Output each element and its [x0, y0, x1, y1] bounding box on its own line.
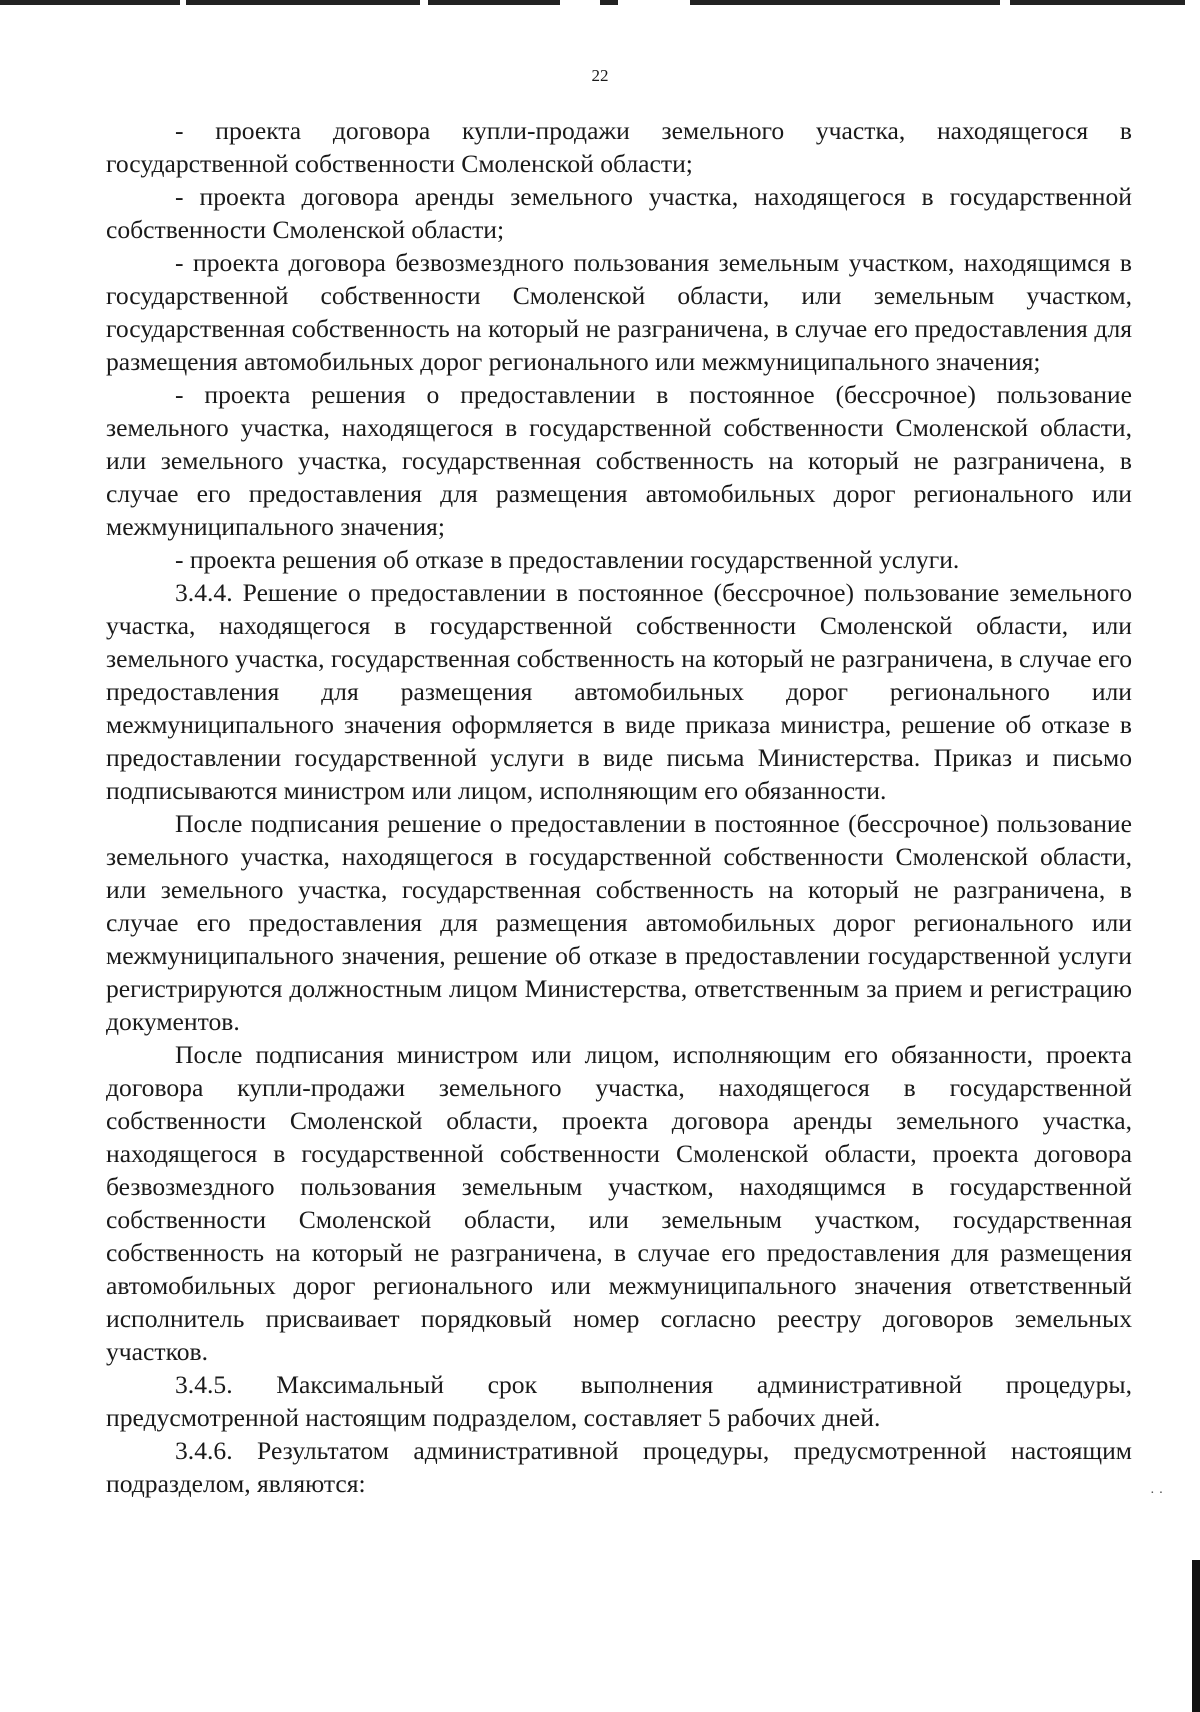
- list-item-permanent-use-decision: - проекта решения о предоставлении в постоянное (бессрочное) пользование земельного участка, находящегося в государственной собственности Смоленской области, или земельного участка, государственная собственность на который не разграничена, в случае его предоставления для размещения автомобильных дорог регионального или межмуниципального значения;: [106, 380, 1132, 541]
- document-body: [106, 114, 1132, 1500]
- scan-noise-dots: ··: [1150, 1486, 1168, 1501]
- list-item-purchase-contract: - проекта договора купли-продажи земельного участка, находящегося в государственной собственности Смоленской области;: [106, 116, 1132, 178]
- list-item-lease-contract: - проекта договора аренды земельного участка, находящегося в государственной собственности Смоленской области;: [106, 182, 1132, 244]
- list-item-free-use-contract: - проекта договора безвозмездного пользования земельным участком, находящимся в государственной собственности Смоленской области, или земельным участком, государственная собственность на который не разграничена, в случае его предоставления для размещения автомобильных дорог регионального или межмуниципального значения;: [106, 248, 1132, 376]
- page-number: 22: [591, 66, 609, 85]
- scan-edge-line: [0, 0, 1185, 5]
- clause-3-4-6: 3.4.6. Результатом административной процедуры, предусмотренной настоящим подразделом, являются:: [106, 1436, 1132, 1498]
- list-item-refusal-decision: - проекта решения об отказе в предоставлении государственной услуги.: [175, 545, 960, 574]
- scan-edge-bar: [1192, 1560, 1200, 1712]
- clause-3-4-4: 3.4.4. Решение о предоставлении в постоянное (бессрочное) пользование земельного участка, находящегося в государственной собственности Смоленской области, или земельного участка, государственная собственность на который не разграничена, в случае его предоставления для размещения автомобильных дорог регионального или межмуниципального значения оформляется в виде приказа министра, решение об отказе в предоставлении государственной услуги в виде письма Министерства. Приказ и письмо подписываются министром или лицом, исполняющим его обязанности.: [106, 578, 1132, 805]
- paragraph-registration: После подписания решение о предоставлении в постоянное (бессрочное) пользование земельного участка, находящегося в государственной собственности Смоленской области, или земельного участка, государственная собственность на который не разграничена, в случае его предоставления для размещения автомобильных дорог регионального или межмуниципального значения, решение об отказе в предоставлении государственной услуги регистрируются должностным лицом Министерства, ответственным за прием и регистрацию документов.: [106, 809, 1132, 1036]
- paragraph-contract-numbering: После подписания министром или лицом, исполняющим его обязанности, проекта договора купли-продажи земельного участка, находящегося в государственной собственности Смоленской области, проекта договора аренды земельного участка, находящегося в государственной собственности Смоленской области, проекта договора безвозмездного пользования земельным участком, находящимся в государственной собственности Смоленской области, или земельным участком, государственная собственность на который не разграничена, в случае его предоставления для размещения автомобильных дорог регионального или межмуниципального значения ответственный исполнитель присваивает порядковый номер согласно реестру договоров земельных участков.: [106, 1040, 1132, 1366]
- clause-3-4-5: 3.4.5. Максимальный срок выполнения административной процедуры, предусмотренной настоящим подразделом, составляет 5 рабочих дней.: [106, 1370, 1132, 1432]
